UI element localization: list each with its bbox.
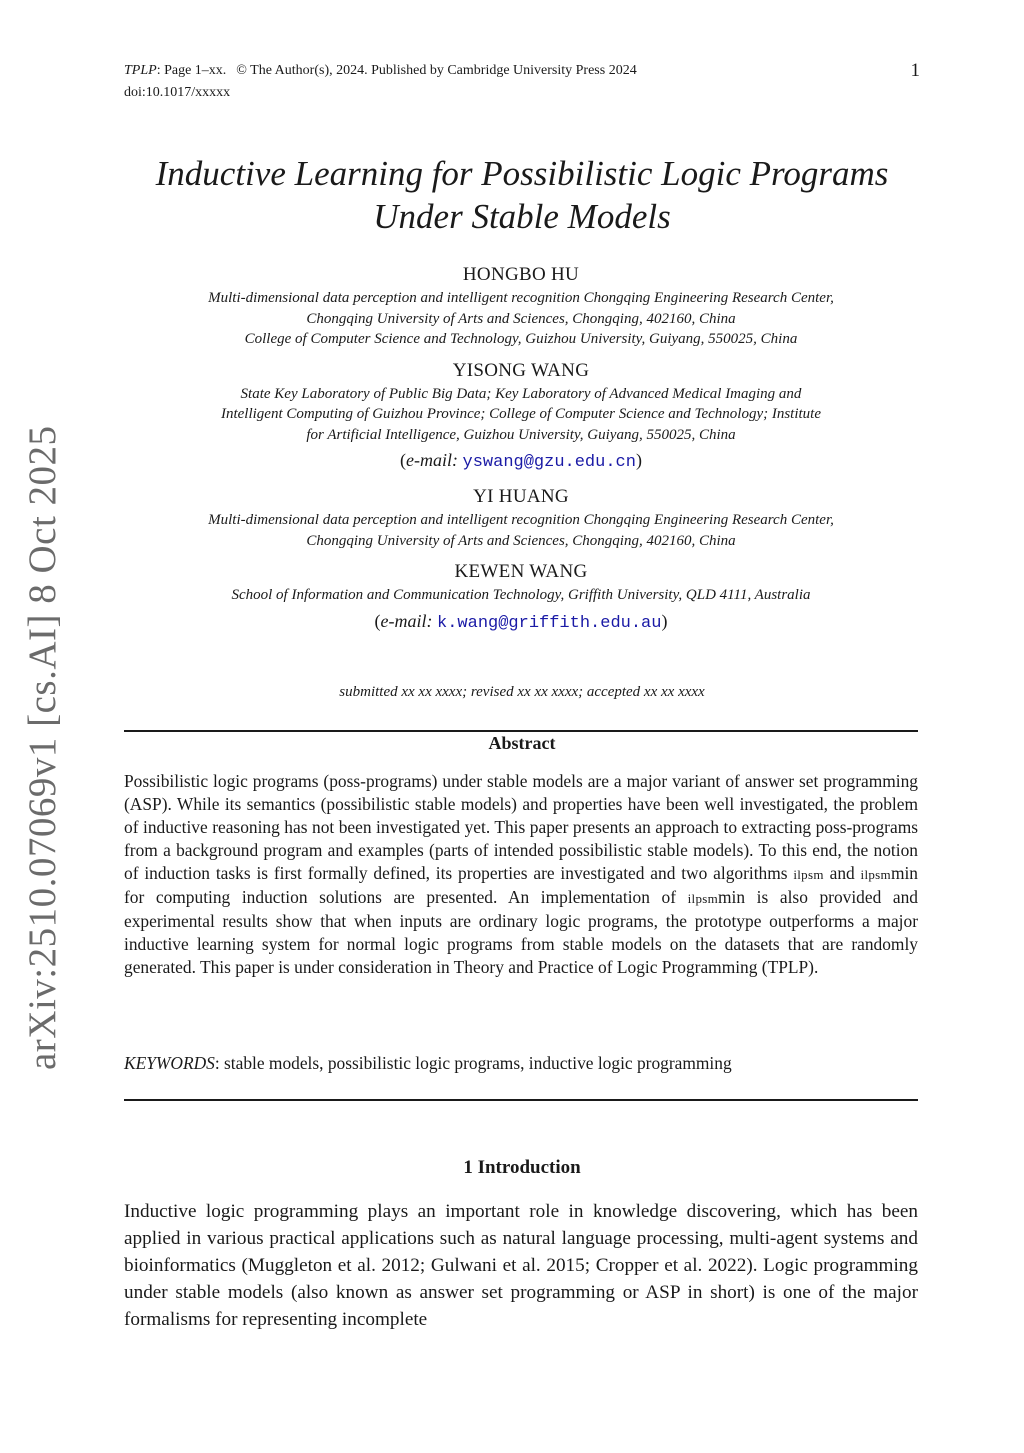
abstract-heading: Abstract bbox=[488, 733, 556, 753]
doi: doi:10.1017/xxxxx bbox=[124, 85, 231, 100]
running-header bbox=[124, 60, 920, 104]
keywords-list: : stable models, possibilistic logic programs, inductive logic programming bbox=[214, 1053, 732, 1073]
arxiv-identifier: arXiv:2510.07069v1 [cs.AI] 8 Oct 2025 bbox=[21, 425, 64, 1070]
abstract-part-3: is also provided and experimental results show that when inputs are ordinary logic programs, the prototype outperforms a major inductive learning system for normal logic programs from stable models on the datasets that are randomly generated. This paper is under consideration in Theory and Practice of Logic Programming (TPLP). bbox=[124, 887, 918, 977]
abstract-part-1: Possibilistic logic programs (poss-programs) under stable models are a major variant of answer set programming (ASP). While its semantics (possibilistic stable models) and properties have been well investigated, the problem of inductive reasoning has not been investigated yet. This paper presents an approach to extracting poss-programs from a background program and examples (parts of intended possibilistic stable models). To this end, the notion of induction tasks is first formally defined, its properties are investigated and two algorithms bbox=[124, 771, 918, 883]
email-link[interactable]: k.wang@griffith.edu.au bbox=[437, 613, 662, 633]
algorithm-ilpsmmin-sc: ilpsm bbox=[687, 891, 719, 906]
title-line-1: Inductive Learning for Possibilistic Logic Programs bbox=[155, 154, 889, 193]
affiliation-line: Intelligent Computing of Guizhou Province; College of Computer Science and Technology; Institute bbox=[220, 406, 822, 422]
page-range: : Page 1–xx. bbox=[156, 63, 227, 78]
copyright-notice: © The Author(s), 2024. Published by Cambridge University Press 2024 bbox=[236, 63, 637, 78]
algorithm-ilpsm: ilpsm bbox=[793, 867, 824, 882]
affiliation-line: Multi-dimensional data perception and intelligent recognition Chongqing Engineering Research Center, bbox=[208, 512, 834, 528]
abstract-part-2: for computing induction solutions are presented. An implementation of bbox=[124, 887, 688, 907]
author-hongbo-hu bbox=[118, 262, 924, 350]
journal-name: TPLP bbox=[124, 63, 157, 78]
section-heading-introduction: 1 Introduction bbox=[463, 1157, 581, 1178]
affiliation-line: for Artificial Intelligence, Guizhou University, Guiyang, 550025, China bbox=[306, 426, 736, 443]
algorithm-ilpsmmin-sc: ilpsm bbox=[860, 867, 891, 882]
email-link[interactable]: yswang@gzu.edu.cn bbox=[462, 453, 636, 472]
affiliation-line: Chongqing University of Arts and Sciences, Chongqing, 402160, China bbox=[306, 310, 736, 327]
algorithm-ilpsmmin-suffix: min bbox=[718, 887, 746, 907]
abstract-bottom-rule bbox=[124, 1099, 918, 1101]
affiliation-line: Chongqing University of Arts and Sciences, Chongqing, 402160, China bbox=[306, 532, 736, 549]
abstract-top-rule bbox=[124, 730, 918, 732]
keywords-label: KEYWORDS bbox=[124, 1053, 215, 1073]
affiliation-line: State Key Laboratory of Public Big Data; Key Laboratory of Advanced Medical Imaging and bbox=[240, 385, 802, 402]
email-line: (e-mail: k.wang@griffith.edu.au) bbox=[374, 610, 668, 633]
email-label: e-mail: bbox=[406, 450, 459, 470]
keywords bbox=[124, 1052, 920, 1075]
affiliation-line: College of Computer Science and Technology, Guizhou University, Guiyang, 550025, China bbox=[244, 331, 798, 347]
affiliation-line: Multi-dimensional data perception and intelligent recognition Chongqing Engineering Research Center, bbox=[208, 290, 834, 306]
email-label: e-mail: bbox=[380, 610, 433, 631]
title-line-2: Under Stable Models bbox=[373, 197, 671, 236]
author-name: YI HUANG bbox=[473, 486, 569, 507]
author-yi-huang bbox=[118, 484, 924, 551]
author-yisong-wang bbox=[118, 358, 924, 477]
email-line: (e-mail: yswang@gzu.edu.cn) bbox=[400, 450, 642, 472]
algorithm-ilpsmmin-suffix: min bbox=[890, 863, 919, 883]
introduction-paragraph: Inductive logic programming plays an important role in knowledge discovering, which has been applied in various practical applications such as natural language processing, multi-agent systems and bioinformatics (Muggleton et al. 2012; Gulwani et al. 2015; Cropper et al. 2022). Logic programming under stable models (also known as answer set programming or ASP in short) is one of the major formalisms for representing incomplete bbox=[124, 1201, 918, 1330]
abstract-text bbox=[124, 770, 918, 979]
abstract-and: and bbox=[823, 863, 861, 883]
author-name: KEWEN WANG bbox=[454, 561, 588, 582]
author-kewen-wang bbox=[118, 559, 924, 637]
affiliation-line: School of Information and Communication Technology, Griffith University, QLD 4111, Australia bbox=[231, 587, 811, 603]
paper-title bbox=[124, 152, 920, 238]
submission-dates: submitted xx xx xxxx; revised xx xx xxxx; accepted xx xx xxxx bbox=[339, 684, 705, 700]
page-number: 1 bbox=[910, 60, 920, 81]
author-name: HONGBO HU bbox=[462, 264, 580, 285]
author-list bbox=[118, 262, 924, 645]
author-name: YISONG WANG bbox=[452, 359, 590, 381]
